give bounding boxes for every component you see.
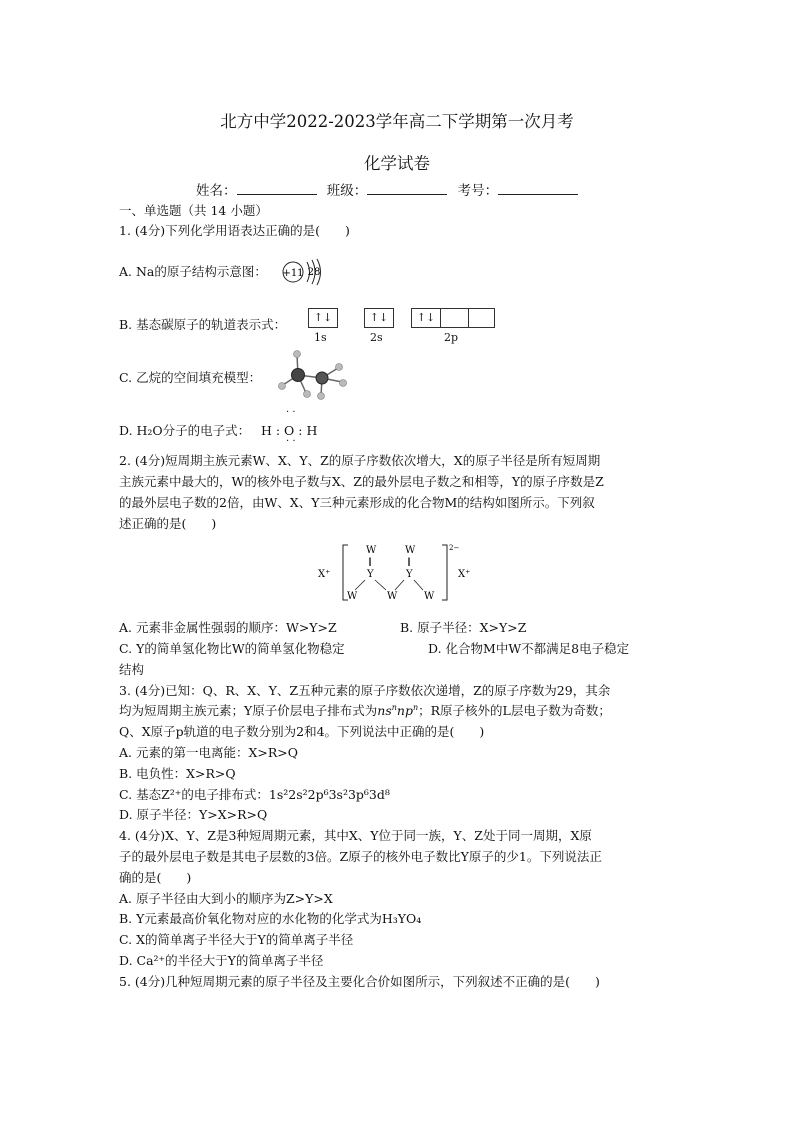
q3-stem-line3: Q、X原子p轨道的电子数分别为2和4。下列说法中正确的是( ) <box>119 724 485 739</box>
water-electron-formula: H : O : H <box>261 423 318 438</box>
q3-option-a: A. 元素的第一电离能：X>R>Q <box>119 745 298 760</box>
q1-option-a: A. Na的原子结构示意图： <box>119 264 267 279</box>
q3-option-c: C. 基态Z²⁺的电子排布式：1s²2s²2p⁶3s²3p⁶3d⁸ <box>119 787 390 802</box>
section-heading: 一、单选题（共 14 小题） <box>119 203 268 218</box>
q1-stem: 1. (4分)下列化学用语表达正确的是( ) <box>119 223 350 238</box>
exam-no-blank[interactable] <box>498 181 578 195</box>
na-atom-structure-diagram <box>281 258 327 286</box>
q2-option-a: A. 元素非金属性强弱的顺序：W>Y>Z <box>119 620 337 635</box>
atom-w: W <box>366 545 377 556</box>
q2-stem-line3: 的最外层电子数的2倍，由W、X、Y三种元素形成的化合物M的结构如图所示。下列叙 <box>119 495 595 510</box>
q3-stem-line2: 均为短周期主族元素；Y原子价层电子排布式为$ns^nnp^n$；R原子核外的L层电子数为奇数； <box>119 702 611 718</box>
double-bond: ‖ <box>407 557 411 566</box>
q1-option-b: B. 基态碳原子的轨道表示式： <box>119 317 287 332</box>
q3-option-d: D. 原子半径：Y>X>R>Q <box>119 807 268 822</box>
q5-stem-line1: 5. (4分)几种短周期元素的原子半径及主要化合价如图所示，下列叙述不正确的是( ) <box>119 974 600 989</box>
q3-option-b: B. 电负性：X>R>Q <box>119 766 236 781</box>
class-blank[interactable] <box>367 181 447 195</box>
q3-stem-line1: 3. (4分)已知：Q、R、X、Y、Z五种元素的原子序数依次递增，Z的原子序数为29，其余 <box>119 683 611 698</box>
cation-left: X⁺ <box>318 569 331 580</box>
q4-option-b: B. Y元素最高价氧化物对应的水化物的化学式为H₃YO₄ <box>119 911 422 926</box>
double-bond: ‖ <box>368 557 372 566</box>
orbital-label-1s: 1s <box>314 331 327 344</box>
q2-option-d-cont: 结构 <box>119 662 145 677</box>
orbital-label-2p: 2p <box>444 331 459 344</box>
q2-stem-line2: 主族元素中最大的，W的核外电子数与X、Z的最外层电子数之和相等，Y的原子序数是Z <box>119 474 604 489</box>
q1-option-d: D. H₂O分子的电子式： <box>119 423 251 438</box>
atom-w: W <box>347 591 358 602</box>
q2-stem-line1: 2. (4分)短周期主族元素W、X、Y、Z的原子序数依次增大，X的原子半径是所有短周期 <box>119 453 601 468</box>
name-label: 姓名： <box>196 183 237 199</box>
orbital-label-2s: 2s <box>370 331 383 344</box>
orbital-box-2p: ↑↓ <box>411 308 495 328</box>
lone-pair-dots-bottom: · · <box>286 436 296 447</box>
atom-w: W <box>387 591 398 602</box>
atom-w: W <box>405 545 416 556</box>
anion-charge: 2− <box>449 544 460 552</box>
q4-option-a: A. 原子半径由大到小的顺序为Z>Y>X <box>119 891 333 906</box>
shell-electrons: 28 <box>307 267 321 278</box>
compound-m-structure <box>310 540 480 606</box>
orbital-box-2s: ↑↓ <box>364 308 394 328</box>
q2-stem-line4: 述正确的是( ) <box>119 516 217 531</box>
exam-title: 北方中学2022-2023学年高二下学期第一次月考 <box>220 112 574 131</box>
student-info-row <box>196 181 578 200</box>
q4-stem-line3: 确的是( ) <box>119 870 192 885</box>
nucleus-charge: +11 <box>282 268 304 279</box>
valence-config: $ns^nnp^n$ <box>377 702 419 718</box>
exam-subtitle: 化学试卷 <box>364 154 430 173</box>
atom-y: Y <box>367 569 374 580</box>
atom-y: Y <box>406 569 413 580</box>
exam-no-label: 考号： <box>457 183 499 199</box>
q2-option-b: B. 原子半径：X>Y>Z <box>400 620 527 635</box>
orbital-box-1s: ↑↓ <box>308 308 338 328</box>
lone-pair-dots-top: · · <box>286 407 296 418</box>
q4-option-d: D. Ca²⁺的半径大于Y的简单离子半径 <box>119 953 324 968</box>
q4-option-c: C. X的简单离子半径大于Y的简单离子半径 <box>119 932 354 947</box>
q1-option-c: C. 乙烷的空间填充模型： <box>119 370 262 385</box>
q4-stem-line1: 4. (4分)X、Y、Z是3种短周期元素，其中X、Y位于同一族，Y、Z处于同一周期，X原 <box>119 828 592 843</box>
class-label: 班级： <box>326 183 368 199</box>
ethane-space-filling-model <box>276 348 348 400</box>
atom-w: W <box>424 591 435 602</box>
cation-right: X⁺ <box>458 569 471 580</box>
name-blank[interactable] <box>237 181 317 195</box>
q4-stem-line2: 子的最外层电子数是其电子层数的3倍。Z原子的核外电子数比Y原子的少1。下列说法正 <box>119 849 602 864</box>
q2-option-d: D. 化合物M中W不都满足8电子稳定 <box>428 641 630 656</box>
q2-option-c: C. Y的简单氢化物比W的简单氢化物稳定 <box>119 641 345 656</box>
